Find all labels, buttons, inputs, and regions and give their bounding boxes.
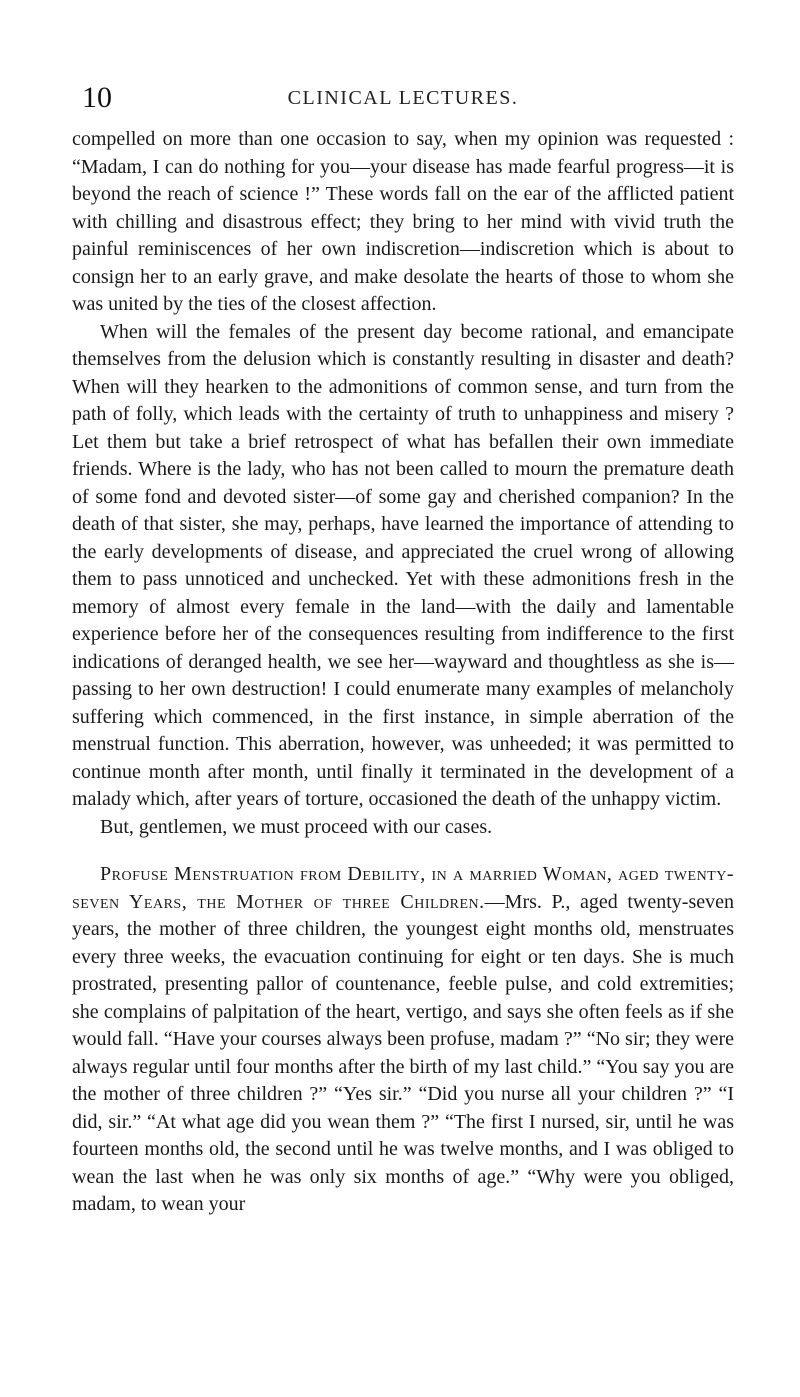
case-text: —Mrs. P., aged twenty-seven years, the mother of three children, the youngest eight months old, menstruates every three weeks, the evacuation continuing for eight or ten days. She is much prostrated, presenting pallor of countenance, feeble pulse, and cold extremities; she complains of palpitation of the heart, vertigo, and says she often feels as if she would fall. “Have your courses always been profuse, madam ?” “No sir; they were always regular until four months after the birth of my last child.” “You say you are the mother of three children ?” “Yes sir.” “Did you nurse all your children ?” “I did, sir.” “At what age did you wean them ?” “The first I nursed, sir, until he was fourteen months old, the second until he was twelve months, and I was obliged to wean the last when he was only six months of age.” “Why were you obliged, madam, to wean your [72,890,734,1215]
running-title: CLINICAL LECTURES. [287,87,519,109]
paragraph: But, gentlemen, we must proceed with our cases. [100,815,493,838]
body-text [72,126,734,1219]
case-heading: Profuse Menstruation from Debility, in a married Woman, aged twenty-seven Years, the Mother of three Children. [72,863,734,913]
paragraph: When will the females of the present day become rational, and emancipate themselves from the delusion which is constantly resulting in disaster and death? When will they hearken to the admonitions of common sense, and turn from the path of folly, which leads with the certainty of truth to unhappiness and misery ? Let them but take a brief retrospect of what has befallen their own immediate friends. Where is the lady, who has not been called to mourn the premature death of some fond and devoted sister—of some gay and cherished companion? In the death of that sister, she may, perhaps, have learned the importance of attending to the early developments of disease, and appreciated the cruel wrong of allowing them to pass unnoticed and unchecked. Yet with these admonitions fresh in the memory of almost every female in the land—with the daily and lamentable experience before her of the consequences resulting from indifference to the first indications of deranged health, we see her—wayward and thoughtless as she is—passing to her own destruction! I could enumerate many examples of melancholy suffering which commenced, in the first instance, in simple aberration of the menstrual function. This aberration, however, was unheeded; it was permitted to continue month after month, until finally it terminated in the development of a malady which, after years of torture, occasioned the death of the unhappy victim. [72,320,734,810]
paragraph-continued: compelled on more than one occasion to say, when my opinion was requested : “Madam, I can do nothing for you—your disease has made fearful progress—it is beyond the reach of science !” These words fall on the ear of the afflicted patient with chilling and disastrous effect; they bring to her mind with vivid truth the painful reminiscences of her own indiscretion—indiscretion which is about to consign her to an early grave, and make desolate the hearts of those to whom she was united by the ties of the closest affection. [72,128,734,315]
case-paragraph [72,861,734,1219]
page-number: 10 [82,81,112,114]
book-page [72,80,734,1219]
running-head [72,80,734,116]
